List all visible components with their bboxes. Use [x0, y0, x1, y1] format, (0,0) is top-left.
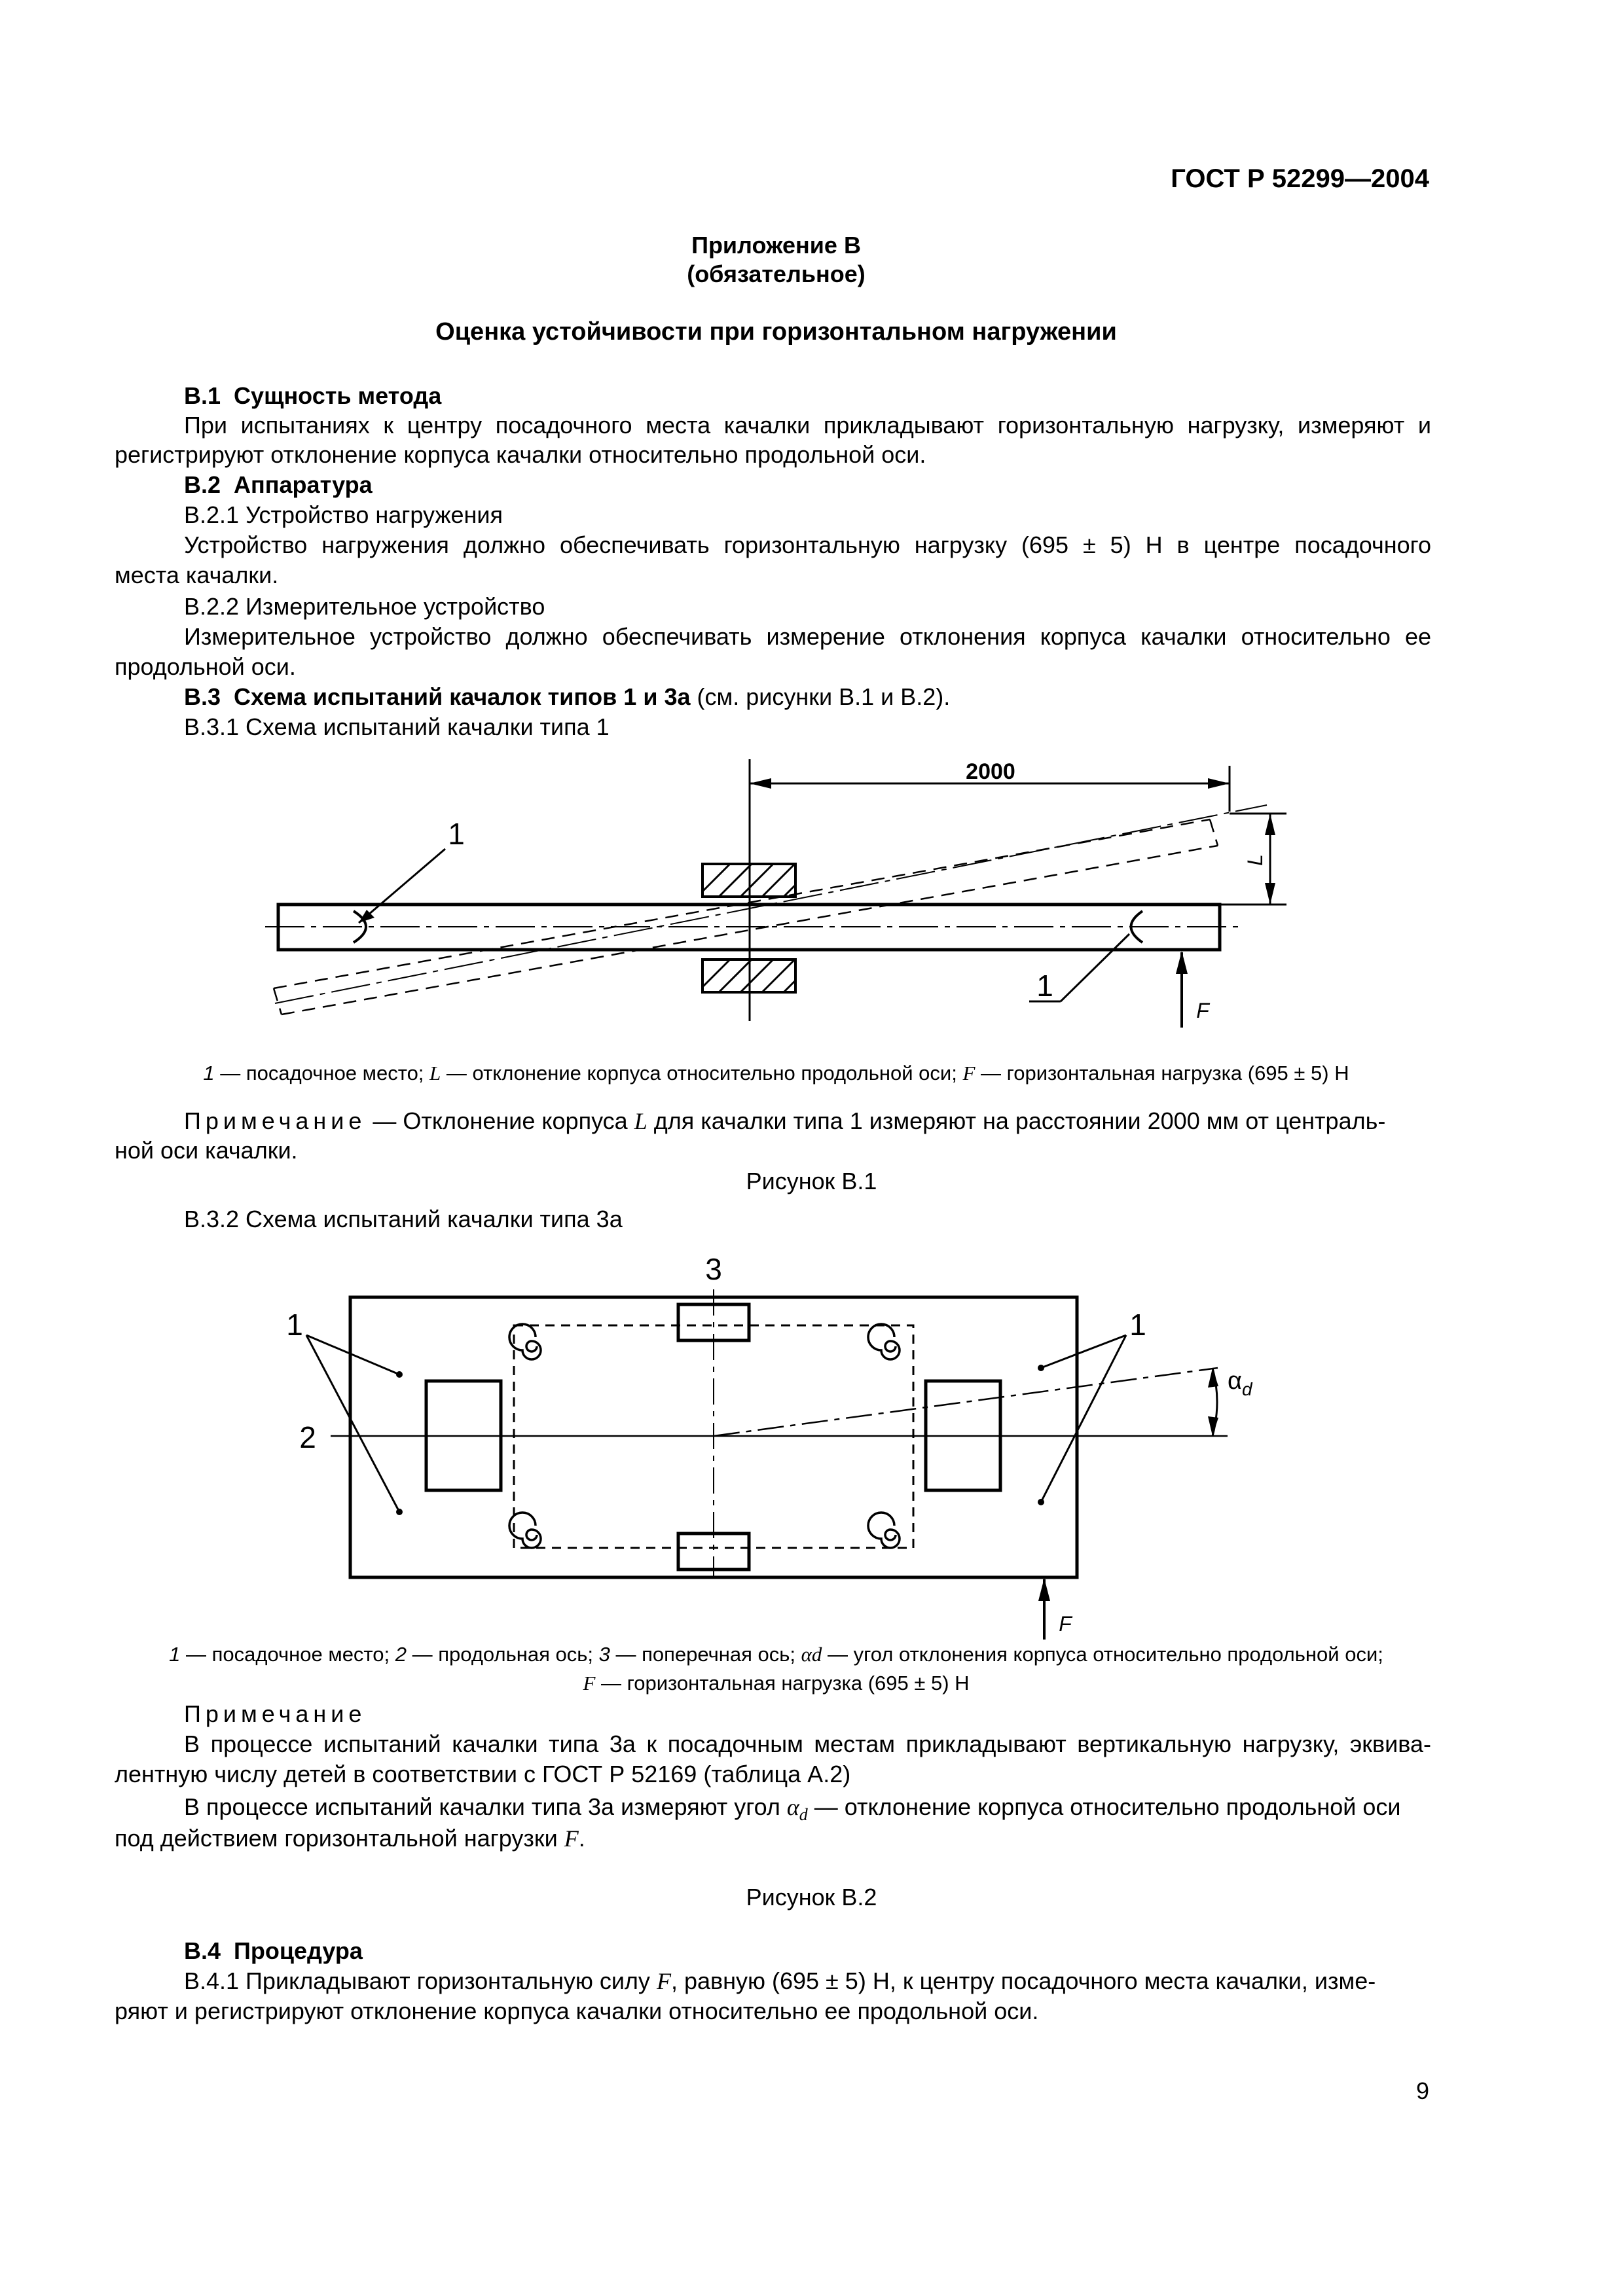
fig1-label-1-right: 1: [1036, 969, 1053, 1003]
fig1-label-L: L: [1243, 854, 1267, 866]
spiral-icon-bottom-right: [868, 1513, 900, 1548]
subsection-b22-title: В.2.2 Измерительное устройство: [184, 593, 545, 620]
fig2-label-1-right: 1: [1129, 1308, 1146, 1342]
fig1-note-line2: ной оси качалки.: [115, 1137, 298, 1164]
section-b2-heading: Аппаратура: [234, 471, 373, 498]
appendix-status: (обязательное): [687, 260, 866, 287]
section-b1-heading: Сущность метода: [234, 382, 442, 409]
fig2-legend-line2: F — горизонтальная нагрузка (695 ± 5) Н: [583, 1672, 970, 1695]
fig1-dimension-2000: 2000: [966, 759, 1015, 784]
subsection-b22-text-line1: Измерительное устройство должно обеспечивать измерение отклонения корпуса качалки относительно ее: [184, 623, 1431, 650]
spiral-icon-top-right: [868, 1324, 900, 1359]
section-b3-heading-ref: (см. рисунки В.1 и В.2).: [690, 683, 951, 710]
fig1-legend-F: F: [962, 1062, 976, 1085]
section-b1-text-line2: регистрируют отклонение корпуса качалки относительно продольной оси.: [115, 441, 926, 468]
fig2-caption: Рисунок В.2: [746, 1884, 877, 1910]
section-b4-p1-line2: ряют и регистрируют отклонение корпуса качалки относительно ее продольной оси.: [115, 1998, 1039, 2024]
fig2-label-alpha: $\alpha_d$: [1228, 1367, 1252, 1399]
section-b3-number: В.3: [184, 683, 221, 710]
subsection-b21-text-line1: Устройство нагружения должно обеспечивать горизонтальную нагрузку (695 ± 5) Н в центре посадочного: [184, 531, 1431, 558]
leader-dot-right-upper: [1038, 1365, 1044, 1371]
section-b2-number: В.2: [184, 471, 221, 498]
fig2-note-p1-line2: лентную числу детей в соответствии с ГОСТ Р 52169 (таблица А.2): [115, 1761, 851, 1787]
fig2-note-p1-line1: В процессе испытаний качалки типа 3а к посадочным местам прикладывают вертикальную нагрузку, эквива-: [184, 1731, 1431, 1757]
appendix-heading: Оценка устойчивости при горизонтальном нагружении: [435, 318, 1117, 346]
angle-arrow-bottom: [1208, 1416, 1218, 1436]
fig1-label-1-left: 1: [448, 817, 465, 851]
fig1-note-line1: Примечание — Отклонение корпуса L для качалки типа 1 измеряют на расстоянии 2000 мм от централь-: [184, 1107, 1386, 1134]
deflected-axis: [714, 1368, 1218, 1436]
force-arrow-head-b2: [1038, 1578, 1050, 1601]
fig2-label-1-left: 1: [286, 1308, 303, 1342]
leader-1-right-upper: [1041, 1335, 1126, 1368]
appendix-title: Приложение В: [691, 232, 861, 259]
fig1-legend: 1 — посадочное место; L — отклонение корпуса относительно продольной оси; F — горизонтальная нагрузка (695 ± 5) Н: [203, 1062, 1349, 1085]
leader-1-left-upper: [306, 1335, 399, 1374]
section-b1-number: В.1: [184, 382, 221, 409]
fig2-label-3: 3: [705, 1252, 722, 1286]
fig1-caption: Рисунок В.1: [746, 1168, 877, 1194]
angle-arrow-top: [1208, 1368, 1218, 1388]
fig2-label-F: F: [1059, 1612, 1072, 1636]
fig2-note-p2-line2: под действием горизонтальной нагрузки F.: [115, 1825, 585, 1852]
leader-dot-left-lower: [396, 1509, 403, 1515]
page-number: 9: [1415, 2077, 1429, 2104]
standard-number: ГОСТ Р 52299—2004: [1171, 164, 1429, 193]
fig1-note-word: Примечание: [184, 1107, 367, 1134]
subsection-b22-text-line2: продольной оси.: [115, 653, 296, 680]
section-b4-p1-line1: В.4.1 Прикладывают горизонтальную силу F, равную (695 ± 5) Н, к центру посадочного места качалки, изме-: [184, 1967, 1376, 1994]
fig1-legend-L: L: [429, 1062, 441, 1085]
leader-1-right-lower: [1041, 1335, 1126, 1502]
fig1-legend-1: 1: [203, 1062, 215, 1085]
section-b3-heading: Схема испытаний качалок типов 1 и 3а: [234, 683, 691, 710]
section-b4-number: В.4: [184, 1937, 221, 1964]
leader-1-left-lower: [306, 1335, 399, 1512]
subsection-b32-title: В.3.2 Схема испытаний качалки типа 3а: [184, 1206, 623, 1232]
section-b1-text-line1: При испытаниях к центру посадочного места качалки прикладывают горизонтальную нагрузку, измеряют и: [184, 412, 1431, 439]
subsection-b31-title: В.3.1 Схема испытаний качалки типа 1: [184, 713, 610, 740]
subsection-b21-text-line2: места качалки.: [115, 562, 279, 588]
section-b4-title: [184, 1936, 363, 1966]
subsection-b21-title: В.2.1 Устройство нагружения: [184, 501, 503, 528]
section-b4-heading: Процедура: [234, 1937, 363, 1964]
fig1-label-F: F: [1196, 999, 1209, 1022]
fig2-note-word: Примечание: [184, 1700, 367, 1727]
figure-b2-drawing: [306, 1289, 1228, 1640]
fig2-legend-line1: 1 — посадочное место; 2 — продольная ось; 3 — поперечная ось; αd — угол отклонения корпуса относительно продольной оси;: [169, 1643, 1383, 1666]
fig2-note-p2-line1: В процессе испытаний качалки типа 3а измеряют угол $\alpha_d$ — отклонение корпуса относительно продольной оси: [184, 1793, 1401, 1825]
leader-dot-left-upper: [396, 1371, 403, 1378]
fig2-label-2: 2: [299, 1420, 316, 1454]
leader-dot-right-lower: [1038, 1499, 1044, 1505]
